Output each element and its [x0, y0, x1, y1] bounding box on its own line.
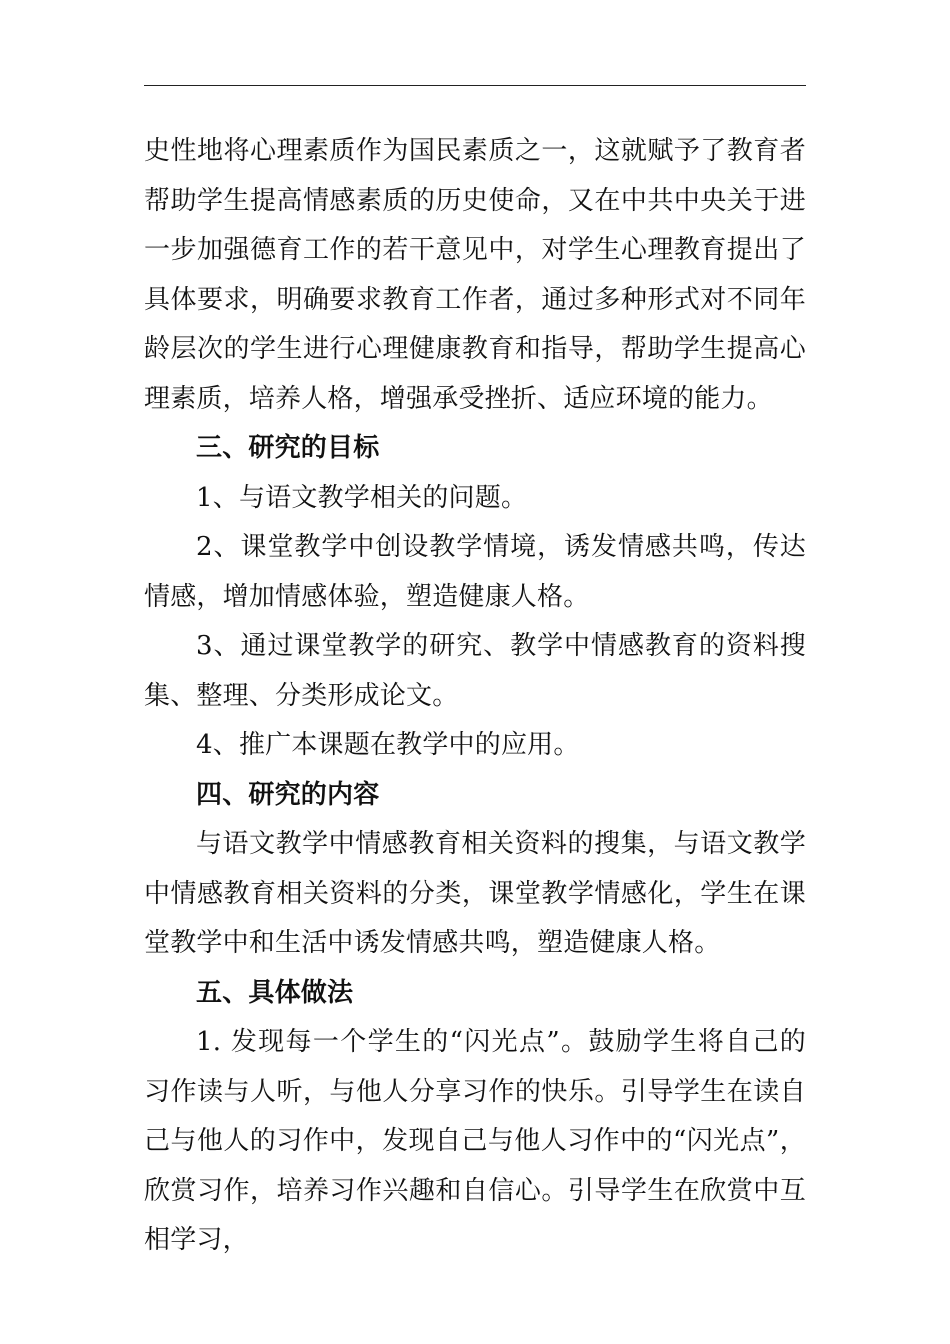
document-body — [144, 127, 806, 1266]
method-item-1: 1. 发现每一个学生的“闪光点”。鼓励学生将自己的习作读与人听，与他人分享习作的快乐。引导学生在读自己与他人的习作中，发现自己与他人习作中的“闪光点”，欣赏习作，培养习作兴趣和自信心。引导学生在欣赏中互相学习， — [144, 1027, 806, 1255]
section-heading-content: 四、研究的内容 — [196, 779, 380, 810]
goal-item-3: 3、通过课堂教学的研究、教学中情感教育的资料搜集、整理、分类形成论文。 — [144, 631, 806, 711]
goal-item-4: 4、推广本课题在教学中的应用。 — [196, 730, 580, 760]
paragraph-continuation: 史性地将心理素质作为国民素质之一，这就赋予了教育者帮助学生提高情感素质的历史使命，又在中共中央关于进一步加强德育工作的若干意见中，对学生心理教育提出了具体要求，明确要求教育工作者，通过多种形式对不同年龄层次的学生进行心理健康教育和指导，帮助学生提高心理素质，培养人格，增强承受挫折、适应环境的能力。 — [144, 136, 806, 414]
section-heading-goals: 三、研究的目标 — [196, 433, 380, 463]
section-heading-methods: 五、具体做法 — [196, 977, 354, 1008]
content-paragraph: 与语文教学中情感教育相关资料的搜集，与语文教学中情感教育相关资料的分类，课堂教学情感化，学生在课堂教学中和生活中诱发情感共鸣，塑造健康人格。 — [144, 829, 806, 958]
goal-item-2: 2、课堂教学中创设教学情境，诱发情感共鸣，传达情感，增加情感体验，塑造健康人格。 — [144, 532, 806, 612]
header-rule — [144, 85, 806, 86]
goal-item-1: 1、与语文教学相关的问题。 — [196, 482, 528, 513]
